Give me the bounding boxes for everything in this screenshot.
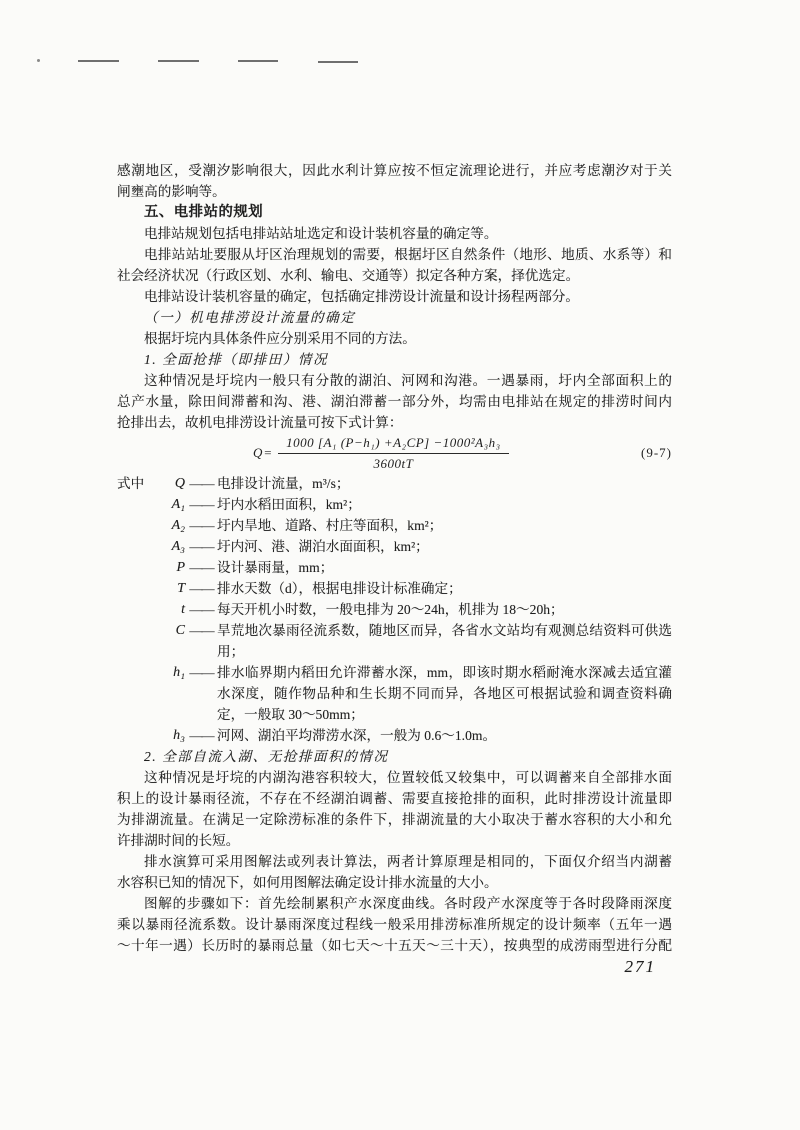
definition-row (117, 536, 672, 557)
paragraph-graphical-steps: ～十年一遇）长历时的暴雨总量（如七天～十五天～三十天），按典型的成涝雨型进行分配 (117, 938, 672, 953)
definition-symbol: h₁ (173, 665, 185, 680)
definition-dash: —— (189, 623, 213, 638)
definition-dash: —— (189, 518, 213, 533)
definition-intro (117, 599, 155, 620)
definition-symbol: Q (174, 476, 185, 491)
scan-artifact-dot (37, 59, 40, 62)
definition-symbol: P (176, 560, 185, 575)
scan-artifact-line (78, 60, 119, 62)
definition-dash: —— (189, 560, 213, 575)
paragraph-planning-scope: 电排站规划包括电排站站址选定和设计装机容量的确定等。 (144, 226, 498, 241)
equation-9-7 (117, 433, 672, 473)
paragraph-calc-methods: 排水演算可采用图解法或列表计算法，两者计算原理是相同的，下面仅介绍当内湖蓄 (144, 854, 672, 869)
definition-symbol: A₃ (171, 539, 185, 554)
paragraph-case1: 这种情况是圩垸内一般只有分散的湖泊、河网和沟港。一遇暴雨，圩内全部面积上的 (144, 373, 672, 388)
item-heading-1: 1. 全面抢排（即排田）情况 (144, 352, 329, 367)
paragraph-methods: 根据圩垸内具体条件应分别采用不同的方法。 (144, 331, 416, 346)
definition-row (117, 515, 672, 536)
definition-text: 排水天数（d），根据电排设计标准确定； (217, 581, 462, 596)
definition-row (117, 494, 672, 515)
definition-symbol: A₁ (171, 497, 185, 512)
definition-intro (117, 536, 155, 557)
definition-intro (117, 494, 155, 515)
paragraph-graphical-steps: 图解的步骤如下：首先绘制累积产水深度曲线。各时段产水深度等于各时段降雨深度 (144, 896, 672, 911)
definition-text: 旱荒地次暴雨径流系数，随地区而异，各省水文站均有观测总结资料可供选用； (217, 623, 672, 659)
definition-symbol: t (181, 602, 185, 617)
definition-dash: —— (189, 497, 213, 512)
definition-dash: —— (189, 581, 213, 596)
page-number: 271 (624, 957, 656, 976)
definition-text: 每天开机小时数，一般电排为 20～24h，机排为 18～20h； (217, 602, 564, 617)
paragraph-tidal-area: 感潮地区，受潮汐影响很大，因此水利计算应按不恒定流理论进行，并应考虑潮汐对于关 (117, 163, 672, 178)
paragraph-case1: 总产水量，除田间滞蓄和沟、港、湖泊滞蓄一部分外，均需由电排站在规定的排涝时间内 (117, 394, 672, 409)
equation-lhs: Q= (253, 445, 274, 460)
definition-text: 排水临界期内稻田允许滞蓄水深，mm，即该时期水稻耐淹水深减去适宜灌水深度，随作物品种和生长期不同而异，各地区可根据试验和调查资料确定，一般取 30～50mm； (217, 665, 672, 722)
definition-text: 圩内水稻田面积，km²； (217, 497, 361, 512)
paragraph-site-selection: 社会经济状况（行政区划、水利、输电、交通等）拟定各种方案，择优选定。 (117, 268, 580, 283)
equation-number: (9-7) (641, 445, 672, 460)
scan-artifact-line (238, 60, 278, 62)
fraction-denominator: 3600tT (278, 453, 508, 473)
definition-text: 电排设计流量，m³/s； (217, 476, 350, 491)
paragraph-calc-methods: 水容积已知的情况下，如何用图解法确定设计排水流量的大小。 (117, 875, 498, 890)
definition-symbol: A₂ (171, 518, 185, 533)
paragraph-graphical-steps: 乘以暴雨径流系数。设计暴雨深度过程线一般采用排涝标准所规定的设计频率（五年一遇 (117, 917, 672, 932)
paragraph-tidal-area: 闸壅高的影响等。 (117, 184, 226, 199)
scan-artifact-line (318, 61, 358, 63)
definition-row (117, 473, 672, 494)
definition-dash: —— (189, 665, 213, 680)
definition-intro (117, 662, 155, 725)
definition-row (117, 557, 672, 578)
definition-intro (117, 725, 155, 746)
scan-artifact-line (158, 60, 199, 62)
definition-dash: —— (189, 728, 213, 743)
text-block (117, 160, 672, 956)
definition-dash: —— (189, 602, 213, 617)
definition-text: 河网、湖泊平均滞涝水深，一般为 0.6～1.0m。 (217, 728, 497, 743)
paragraph-case2: 许排湖时间的长短。 (117, 833, 240, 848)
definition-intro (117, 515, 155, 536)
section-heading: 五、电排站的规划 (144, 204, 264, 220)
definition-row (117, 599, 672, 620)
paragraph-case1: 抢排出去，故机电排涝设计流量可按下式计算： (117, 415, 403, 430)
definition-row (117, 578, 672, 599)
equation-fraction (278, 434, 508, 473)
definition-symbol: h₃ (173, 728, 185, 743)
paragraph-site-selection: 电排站站址要服从圩区治理规划的需要，根据圩区自然条件（地形、地质、水系等）和 (144, 247, 672, 262)
definition-text: 圩内旱地、道路、村庄等面积，km²； (217, 518, 443, 533)
paragraph-case2: 积上的设计暴雨径流，不存在不经湖泊调蓄、需要直接抢排的面积，此时排涝设计流量即 (117, 791, 672, 806)
fraction-numerator: 1000 [A₁ (P−h₁) +A₂CP] −1000²A₃h₃ (286, 434, 501, 450)
definition-intro (117, 557, 155, 578)
definition-dash: —— (189, 476, 213, 491)
paragraph-case2: 为排湖流量。在满足一定除涝标准的条件下，排湖流量的大小取决于蓄水容积的大小和允 (117, 812, 672, 827)
definition-intro: 式中 (117, 476, 145, 491)
definition-text: 圩内河、港、湖泊水面面积，km²； (217, 539, 429, 554)
paragraph-capacity: 电排站设计装机容量的确定，包括确定排涝设计流量和设计扬程两部分。 (144, 289, 579, 304)
definition-text: 设计暴雨量，mm； (217, 560, 334, 575)
definition-dash: —— (189, 539, 213, 554)
definition-row (117, 620, 672, 662)
paragraph-case2: 这种情况是圩垸的内湖沟港容积较大，位置较低又较集中，可以调蓄来自全部排水面 (144, 770, 672, 785)
definition-intro (117, 578, 155, 599)
definition-intro (117, 620, 155, 662)
item-heading-2: 2. 全部自流入湖、无抢排面积的情况 (144, 749, 389, 764)
definition-row (117, 725, 672, 746)
definition-symbol: T (177, 581, 185, 596)
subsection-heading-1: （一）机电排涝设计流量的确定 (144, 310, 356, 325)
definition-row (117, 662, 672, 725)
definition-symbol: C (175, 623, 185, 638)
